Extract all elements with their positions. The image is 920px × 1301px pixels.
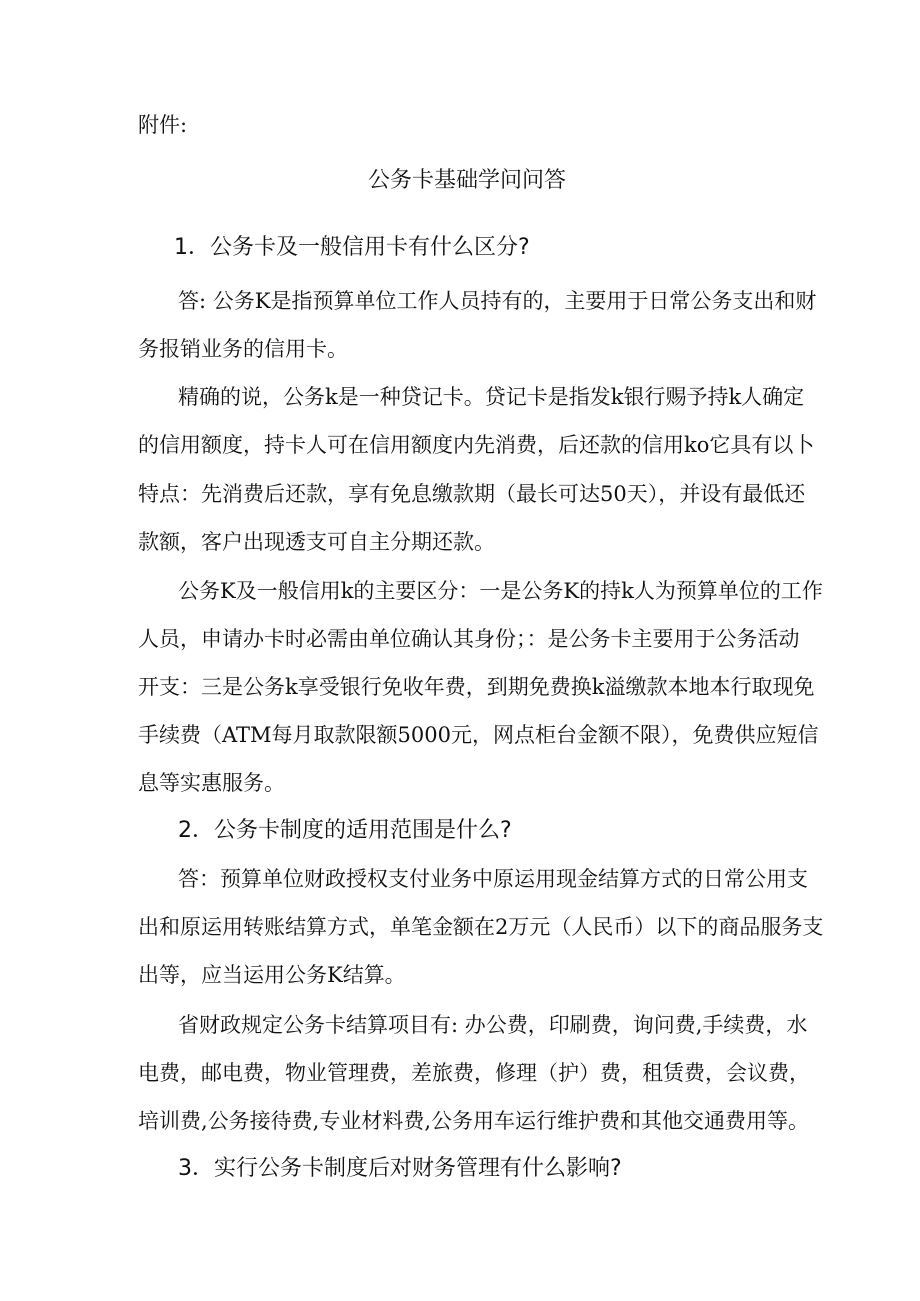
paragraph-line: 息等实惠服务。 bbox=[138, 771, 285, 795]
paragraph-line: 培训费,公务接待费,专业材料费,公务用车运行维护费和其他交通费用等。 bbox=[138, 1109, 810, 1133]
paragraph-line: 出等，应当运用公务K结算。 bbox=[138, 963, 406, 987]
section-2-heading: 2．公务卡制度的适用范围是什么? bbox=[178, 818, 512, 843]
paragraph-line: 答: 公务K是指预算单位工作人员持有的，主要用于日常公务支出和财 bbox=[178, 289, 817, 313]
paragraph-line: 务报销业务的信用卡。 bbox=[138, 337, 348, 361]
paragraph-line: 答：预算单位财政授权支付业务中原运用现金结算方式的日常公用支 bbox=[178, 867, 808, 891]
page-title: 公务卡基础学问问答 bbox=[368, 168, 567, 193]
paragraph-line: 省财政规定公务卡结算项目有: 办公费，印刷费，询问费,手续费，水 bbox=[178, 1013, 808, 1037]
paragraph-line: 公务K及一般信用k的主要区分：一是公务K的持k人为预算单位的工作 bbox=[178, 579, 823, 603]
paragraph-line: 的信用额度，持卡人可在信用额度内先消费，后还款的信用ko它具有以卜 bbox=[138, 433, 815, 457]
attachment-label: 附件: bbox=[138, 113, 188, 137]
paragraph-line: 手续费（ATM每月取款限额5000元，网点柜台金额不限），免费供应短信 bbox=[138, 723, 819, 747]
paragraph-line: 人员，申请办卡时必需由单位确认其身份；：是公务卡主要用于公务活动 bbox=[138, 627, 800, 651]
paragraph-line: 出和原运用转账结算方式，单笔金额在2万元（人民币）以下的商品服务支 bbox=[138, 915, 824, 939]
section-1-heading: 1．公务卡及一般信用卡有什么区分? bbox=[174, 235, 530, 260]
section-3-heading: 3．实行公务卡制度后对财务管理有什么影响? bbox=[178, 1156, 622, 1181]
paragraph-line: 电费，邮电费，物业管理费，差旅费，修理（护）费，租赁费，会议费， bbox=[138, 1061, 810, 1085]
paragraph-line: 开支：三是公务k享受银行免收年费，到期免费换k溢缴款本地本行取现免 bbox=[138, 675, 815, 699]
paragraph-line: 精确的说，公务k是一种贷记卡。贷记卡是指发k银行赐予持k人确定 bbox=[178, 385, 805, 409]
paragraph-line: 款额，客户出现透支可自主分期还款。 bbox=[138, 530, 495, 554]
paragraph-line: 特点：先消费后还款，享有免息缴款期（最长可达50天），并设有最低还 bbox=[138, 482, 806, 506]
